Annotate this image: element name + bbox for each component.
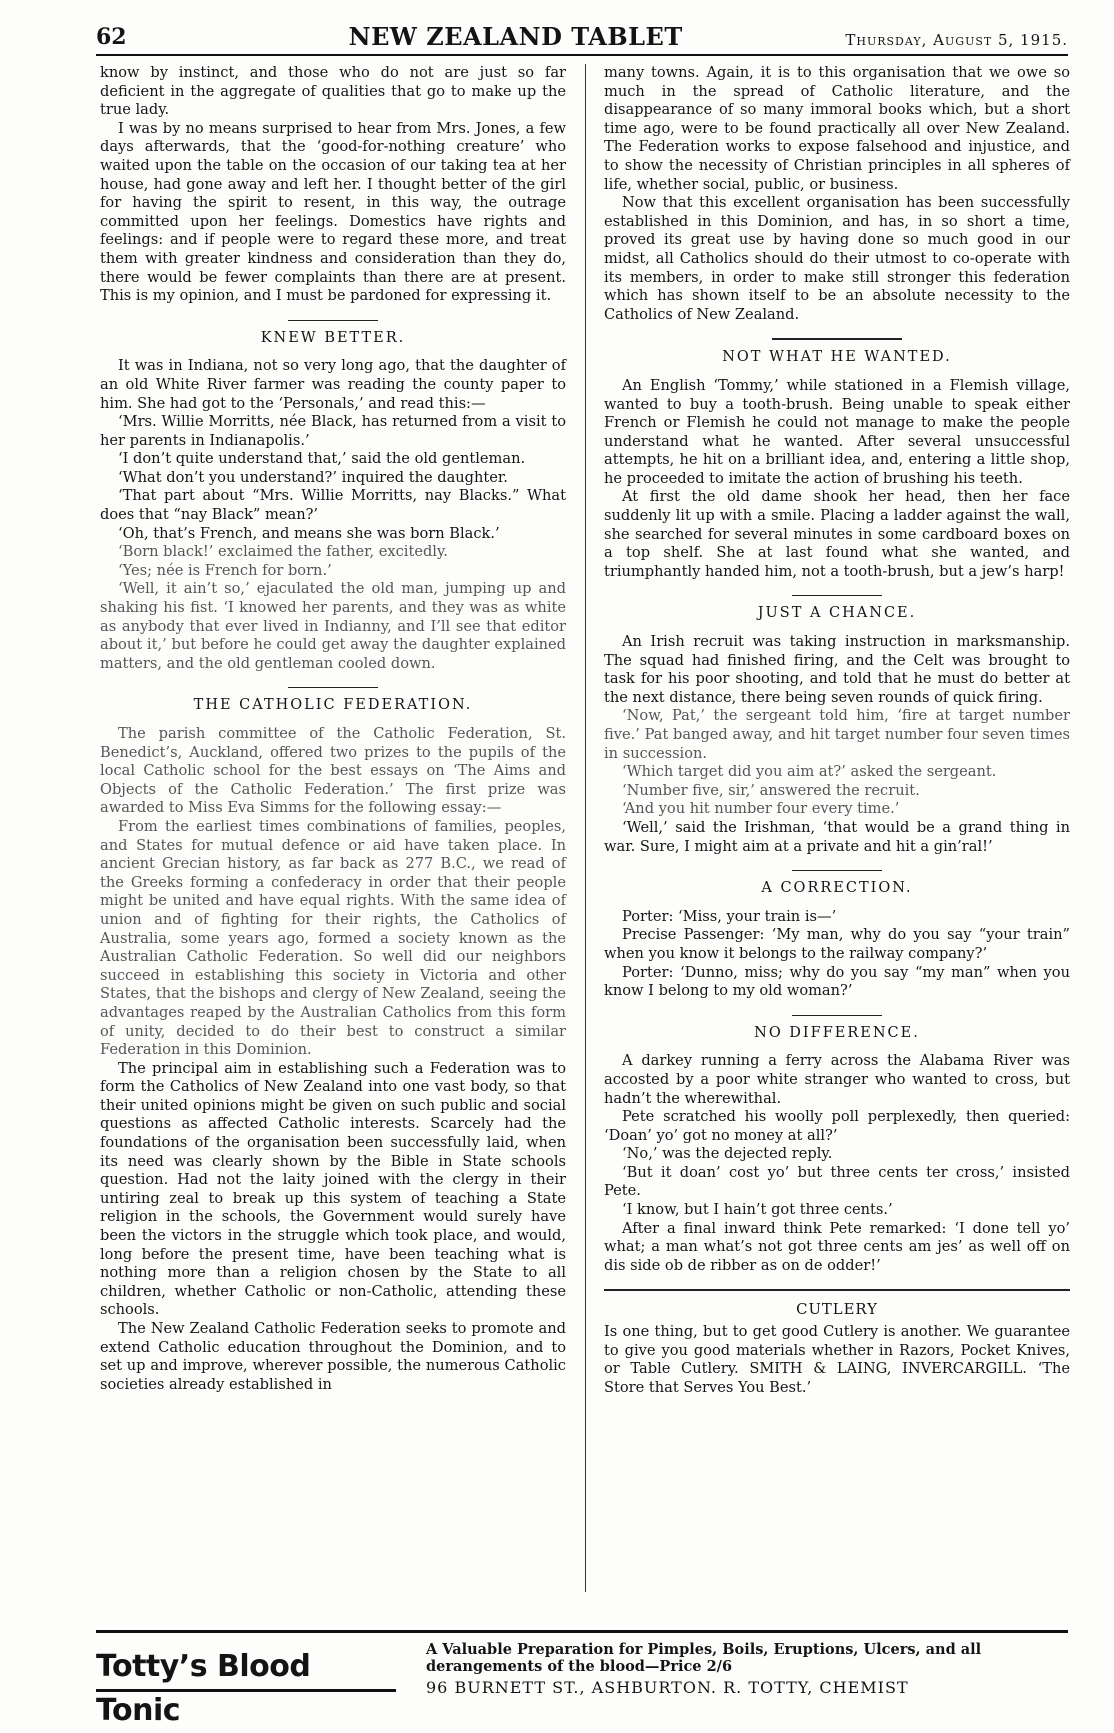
article-paragraph: ‘That part about “Mrs. Willie Morritts, nay Blacks.” What does that “nay Black” mean?’	[100, 487, 566, 524]
article-paragraph: ‘But it doan’ cost yo’ but three cents ter cross,’ insisted Pete.	[604, 1163, 1070, 1200]
cutlery-advertisement	[604, 1289, 1070, 1397]
article-paragraph: know by instinct, and those who do not are just so far deficient in the aggregate of qualities that go to make up the true lady.	[100, 64, 566, 119]
article-paragraph: ‘Yes; née is French for born.’	[118, 561, 332, 579]
article-paragraph: ‘Well, it ain’t so,’ ejaculated the old man, jumping up and shaking his fist. ‘I knowed her parents, and they was as white as anybody that ever lived in Indianny, and I’ll see that editor about it,’ but before he could get away the daughter explained matters, and the old gentleman cooled down.	[100, 580, 566, 672]
section-title-no-difference	[604, 1015, 1070, 1043]
article-paragraph: ‘I don’t quite understand that,’ said the old gentleman.	[118, 450, 526, 468]
column-divider	[585, 64, 586, 1592]
section-title-text: THE CATHOLIC FEDERATION.	[193, 697, 473, 714]
issue-date: Thursday, August 5, 1915.	[845, 31, 1068, 49]
left-column	[100, 64, 566, 1394]
section-title-text: JUST A CHANCE.	[757, 605, 917, 622]
section-rule	[792, 595, 882, 596]
article-paragraph: A darkey running a ferry across the Alabama River was accosted by a poor white stranger who wanted to cross, but hadn’t the wherewithal.	[604, 1052, 1070, 1107]
article-paragraph: ‘No,’ was the dejected reply.	[622, 1145, 833, 1163]
section-rule	[792, 1015, 882, 1016]
section-title-knew-better	[100, 320, 566, 348]
section-rule	[772, 338, 902, 340]
section-title-text: A CORRECTION.	[761, 880, 913, 897]
article-paragraph: Porter: ‘Miss, your train is—’	[622, 907, 837, 925]
tonic-description	[426, 1641, 1066, 1696]
article-paragraph: An Irish recruit was taking instruction in marksmanship. The squad had finished firing, and the Celt was brought to task for his poor shooting, and told that he must do better at the next distance, there being seven rounds of quick firing.	[604, 633, 1070, 706]
article-paragraph: After a final inward think Pete remarked: ‘I done tell yo’ what; a man what’s not got three cents am jes’ as well off on dis side ob de ribber as on de odder!’	[604, 1219, 1070, 1274]
section-title-text: NOT WHAT HE WANTED.	[722, 349, 952, 366]
article-paragraph: ‘Which target did you aim at?’ asked the sergeant.	[622, 763, 997, 781]
article-paragraph: Precise Passenger: ‘My man, why do you say “your train” when you know it belongs to the railway company?’	[604, 926, 1070, 962]
section-title-catholic-federation	[100, 687, 566, 715]
page-header	[96, 18, 1068, 56]
article-paragraph: ‘I know, but I hain’t got three cents.’	[622, 1201, 893, 1219]
article-paragraph: At first the old dame shook her head, then her face suddenly lit up with a smile. Placing a ladder against the wall, she searched for several minutes in some cardboard boxes on a top shelf. She at last found what she wanted, and triumphantly handed him, not a tooth-brush, but a jew’s harp!	[604, 488, 1070, 580]
section-title-text: KNEW BETTER.	[260, 329, 406, 346]
article-paragraph: ‘Mrs. Willie Morritts, née Black, has returned from a visit to her parents in Indianapolis.’	[100, 413, 566, 449]
article-paragraph: From the earliest times combinations of families, peoples, and States for mutual defence or aid have taken place. In ancient Grecian history, as far back as 277 B.C., we read of the Greeks forming a confederacy in order that their people might be united and have equal rights. With the same idea of union and of fighting for their rights, the Catholics of Australia, some years ago, formed a society known as the Australian Catholic Federation. So well did our neighbors succeed in establishing this society in Victoria and other States, that the bishops and clergy of New Zealand, seeing the advantages reaped by the Australian Catholics from this form of unity, decided to do their best to construct a similar Federation in this Dominion.	[100, 817, 566, 1059]
section-title-just-a-chance	[604, 595, 1070, 623]
right-column	[604, 64, 1070, 1397]
newspaper-title: NEW ZEALAND TABLET	[348, 22, 683, 51]
article-paragraph: Now that this excellent organisation has been successfully established in this Dominion, and has, in so short a time, proved its great use by having done so much good in our midst, all Catholics should do their utmost to co-operate with its members, in order to make still stronger this federation which has shown itself to be an absolute necessity to the Catholics of New Zealand.	[604, 194, 1070, 323]
article-paragraph: Pete scratched his woolly poll perplexedly, then queried: ‘Doan’ yo’ got no money at all?’	[604, 1108, 1070, 1144]
article-paragraph: It was in Indiana, not so very long ago, that the daughter of an old White River farmer was reading the county paper to him. She had got to the ‘Personals,’ and read this:—	[100, 357, 566, 412]
article-paragraph: many towns. Again, it is to this organisation that we owe so much in the spread of Catholic literature, and the disappearance of so many immoral books which, but a short time ago, were to be found practically all over New Zealand. The Federation works to expose falsehood and injustice, and to show the necessity of Christian principles in all spheres of life, whether social, public, or business.	[604, 64, 1070, 193]
section-rule	[288, 687, 378, 688]
article-paragraph: ‘What don’t you understand?’ inquired the daughter.	[118, 468, 508, 486]
article-paragraph: I was by no means surprised to hear from Mrs. Jones, a few days afterwards, that the ‘good-for-nothing creature’ who waited upon the table on the occasion of our taking tea at her house, had gone away and left her. I thought better of the girl for having the spirit to resent, in this way, the outrage committed upon her feelings. Domestics have rights and feelings: and if people were to regard these more, and treat them with greater kindness and consideration than they do, there would be fewer complaints than there are at present. This is my opinion, and I must be pardoned for expressing it.	[100, 119, 566, 305]
section-title-not-what-he-wanted	[604, 338, 1070, 367]
section-rule	[792, 870, 882, 871]
section-title-a-correction	[604, 870, 1070, 898]
article-paragraph: ‘Now, Pat,’ the sergeant told him, ‘fire at target number five.’ Pat banged away, and hit target number four seven times in succession.	[604, 707, 1070, 762]
article-paragraph: An English ‘Tommy,’ while stationed in a Flemish village, wanted to buy a tooth-brush. Being unable to speak either French or Flemish he could not manage to make the people understand what he wanted. After several unsuccessful attempts, he hit on a brilliant idea, and, entering a little shop, he proceeded to imitate the action of brushing his teeth.	[604, 376, 1070, 487]
article-paragraph: ‘Number five, sir,’ answered the recruit.	[622, 781, 920, 799]
article-paragraph: ‘Born black!’ exclaimed the father, excitedly.	[118, 543, 448, 561]
page-number: 62	[96, 24, 127, 50]
tonic-advertisement	[96, 1630, 1068, 1728]
cutlery-text: Is one thing, but to get good Cutlery is another. We guarantee to give you good materials whether in Razors, Pocket Knives, or Table Cutlery. SMITH & LAING, INVERCARGILL. ‘The Store that Serves You Best.’	[604, 1323, 1070, 1396]
section-rule	[288, 320, 378, 321]
tonic-line-1: A Valuable Preparation for Pimples, Boils, Eruptions, Ulcers, and all	[426, 1641, 982, 1658]
cutlery-title: CUTLERY	[796, 1301, 878, 1319]
tonic-name: Totty’s Blood Tonic	[96, 1645, 396, 1692]
tonic-address: 96 BURNETT ST., ASHBURTON. R. TOTTY, CHEMIST	[426, 1678, 909, 1697]
article-paragraph: ‘Oh, that’s French, and means she was born Black.’	[118, 524, 500, 542]
article-paragraph: The New Zealand Catholic Federation seeks to promote and extend Catholic education throughout the Dominion, and to set up and improve, wherever possible, the numerous Catholic societies already established in	[100, 1320, 566, 1393]
article-paragraph: Porter: ‘Dunno, miss; why do you say “my man” when you know I belong to my old woman?’	[604, 963, 1070, 1000]
article-paragraph: ‘And you hit number four every time.’	[622, 800, 900, 818]
article-paragraph: ‘Well,’ said the Irishman, ‘that would be a grand thing in war. Sure, I might aim at a private and hit a gin’ral!’	[604, 818, 1070, 855]
article-paragraph: The principal aim in establishing such a Federation was to form the Catholics of New Zealand into one vast body, so that their united opinions might be given on such public and social questions as affected Catholic interests. Scarcely had the foundations of the organisation been successfully laid, when its need was clearly shown by the Bible in State schools question. Had not the laity joined with the clergy in their untiring zeal to break up this system of teaching a State religion in the schools, the Government would surely have been the victors in the struggle which took place, and would, long before the present time, have been teaching what is nothing more than a religion chosen by the State to all children, whether Catholic or non-Catholic, attending these schools.	[100, 1059, 566, 1319]
tonic-line-2: derangements of the blood—Price 2/6	[426, 1658, 733, 1675]
section-title-text: NO DIFFERENCE.	[754, 1024, 920, 1041]
article-paragraph: The parish committee of the Catholic Federation, St. Benedict’s, Auckland, offered two prizes to the pupils of the local Catholic school for the best essays on ‘The Aims and Objects of the Catholic Federation.’ The first prize was awarded to Miss Eva Simms for the following essay:—	[100, 725, 566, 817]
